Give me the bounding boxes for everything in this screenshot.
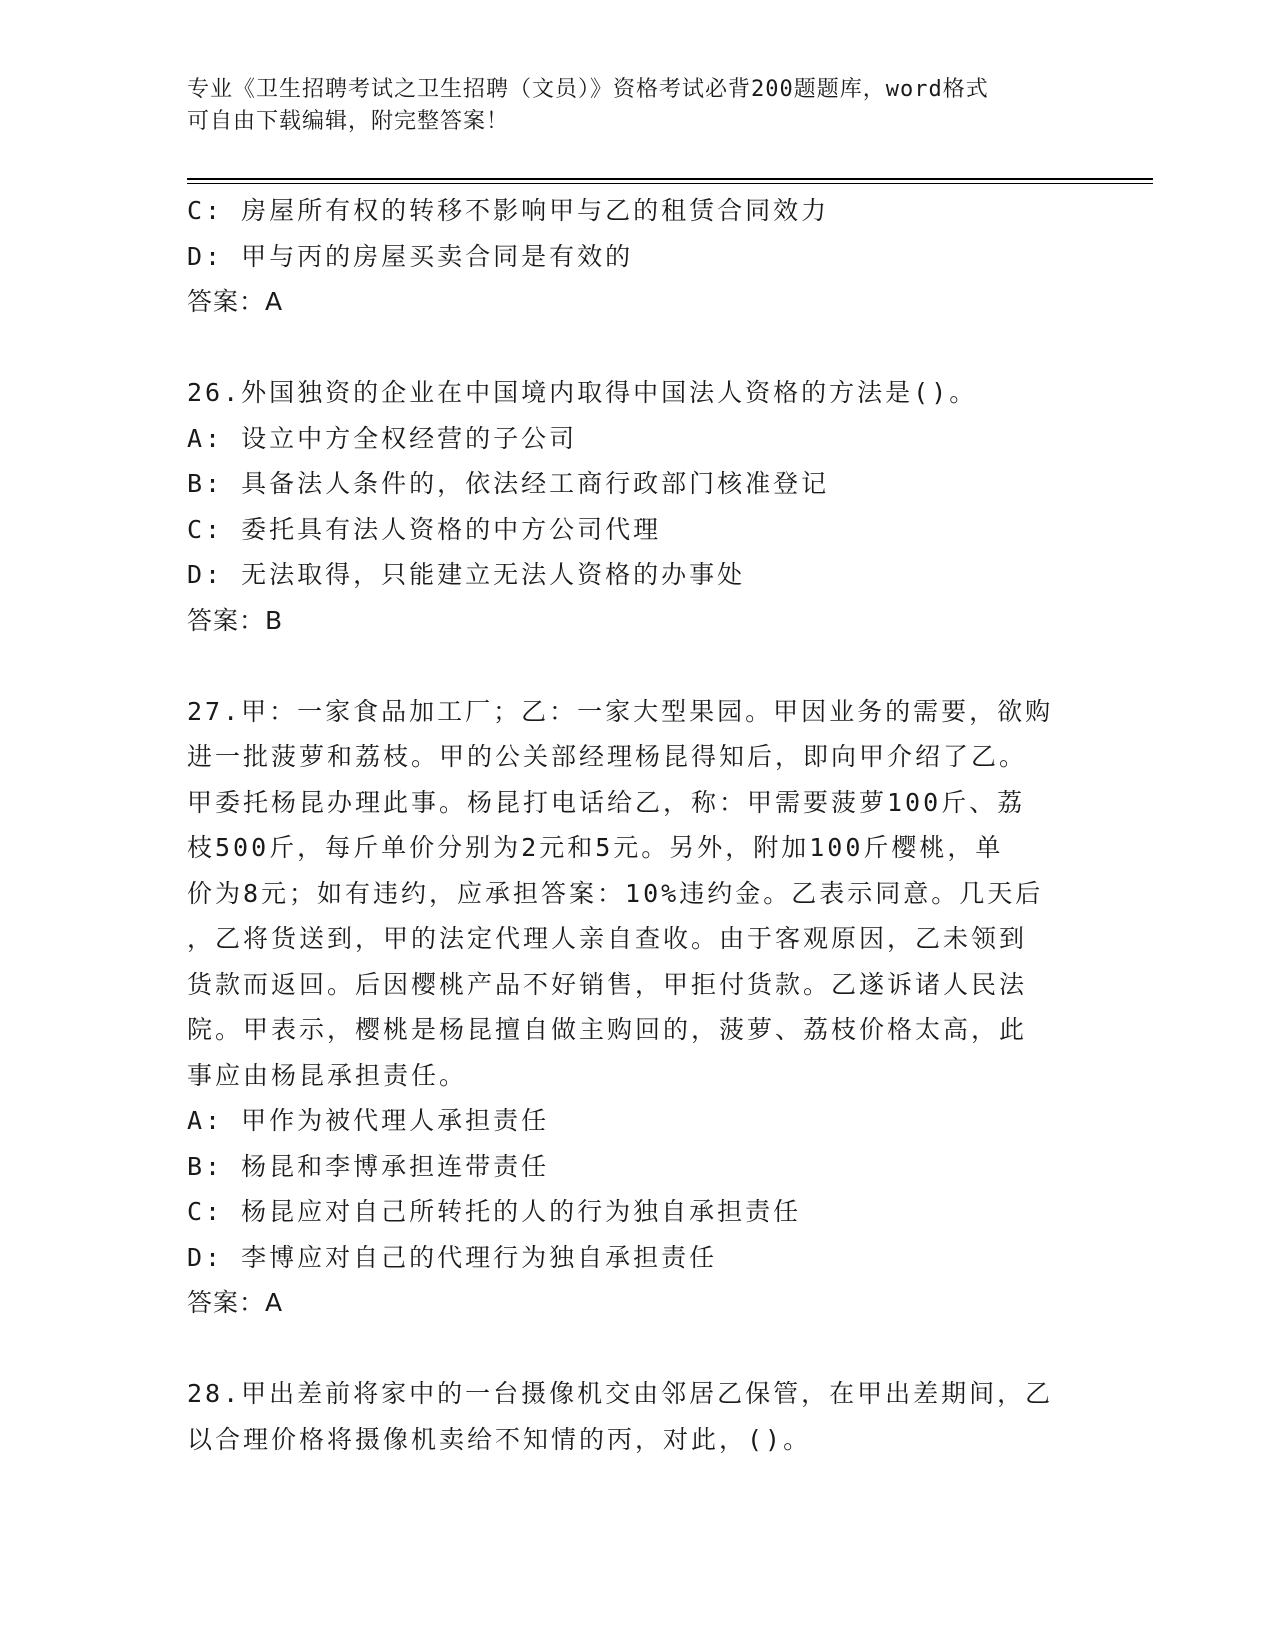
option-a: A: 设立中方全权经营的子公司 [187, 423, 578, 453]
document-header [187, 74, 1067, 138]
question-spacer [187, 1326, 1087, 1372]
document-body [187, 188, 1087, 1462]
question-stem-line: 院。甲表示，樱桃是杨昆擅自做主购回的，菠萝、荔枝价格太高，此 [187, 1015, 1028, 1044]
option-a: A: 甲作为被代理人承担责任 [187, 1106, 550, 1135]
option-c: C: 委托具有法人资格的中方公司代理 [187, 514, 662, 544]
header-line-2: 可自由下载编辑，附完整答案！ [187, 109, 510, 134]
option-b: B: 具备法人条件的，依法经工商行政部门核准登记 [187, 469, 830, 498]
option-b: B: 杨昆和李博承担连带责任 [187, 1151, 550, 1181]
question-stem-line: 进一批菠萝和荔枝。甲的公关部经理杨昆得知后，即向甲介绍了乙。 [187, 742, 1028, 771]
question-stem-line: 价为8元；如有违约，应承担答案：10%违约金。乙表示同意。几天后 [187, 878, 1044, 908]
question-stem-line: 事应由杨昆承担责任。 [187, 1060, 468, 1090]
header-rule-thin [187, 183, 1153, 184]
question-stem-line: ，乙将货送到，甲的法定代理人亲自查收。由于客观原因，乙未领到 [187, 924, 1028, 953]
answer-line: 答案：A [187, 1288, 284, 1317]
answer-line: 答案：A [187, 287, 284, 316]
question-stem-line: 枝500斤，每斤单价分别为2元和5元。另外，附加100斤樱桃，单 [187, 833, 1004, 862]
option-d: D: 无法取得，只能建立无法人资格的办事处 [187, 560, 746, 589]
question-27 [187, 689, 1087, 1326]
question-25-tail [187, 188, 1087, 325]
question-28 [187, 1371, 1087, 1462]
header-line-1: 专业《卫生招聘考试之卫生招聘（文员）》资格考试必背200题题库，word格式 [187, 77, 989, 102]
question-26 [187, 370, 1087, 643]
question-stem-line: 甲委托杨昆办理此事。杨昆打电话给乙，称：甲需要菠萝100斤、荔 [187, 787, 1026, 817]
option-c: C: 杨昆应对自己所转托的人的行为独自承担责任 [187, 1197, 802, 1226]
question-stem-line: 货款而返回。后因樱桃产品不好销售，甲拒付货款。乙遂诉诸人民法 [187, 969, 1028, 999]
question-spacer [187, 325, 1087, 371]
question-stem-line: 以合理价格将摄像机卖给不知情的丙，对此，()。 [187, 1424, 812, 1454]
option-d: D: 李博应对自己的代理行为独自承担责任 [187, 1242, 718, 1272]
question-stem-line: 28.甲出差前将家中的一台摄像机交由邻居乙保管，在甲出差期间，乙 [187, 1379, 1054, 1408]
option-d: D: 甲与丙的房屋买卖合同是有效的 [187, 241, 634, 271]
question-stem-line: 27.甲：一家食品加工厂；乙：一家大型果园。甲因业务的需要，欲购 [187, 696, 1054, 726]
question-spacer [187, 643, 1087, 689]
option-c: C: 房屋所有权的转移不影响甲与乙的租赁合同效力 [187, 196, 830, 225]
header-rule-thick [187, 178, 1153, 180]
answer-line: 答案：B [187, 605, 284, 635]
question-stem: 26.外国独资的企业在中国境内取得中国法人资格的方法是()。 [187, 378, 978, 407]
